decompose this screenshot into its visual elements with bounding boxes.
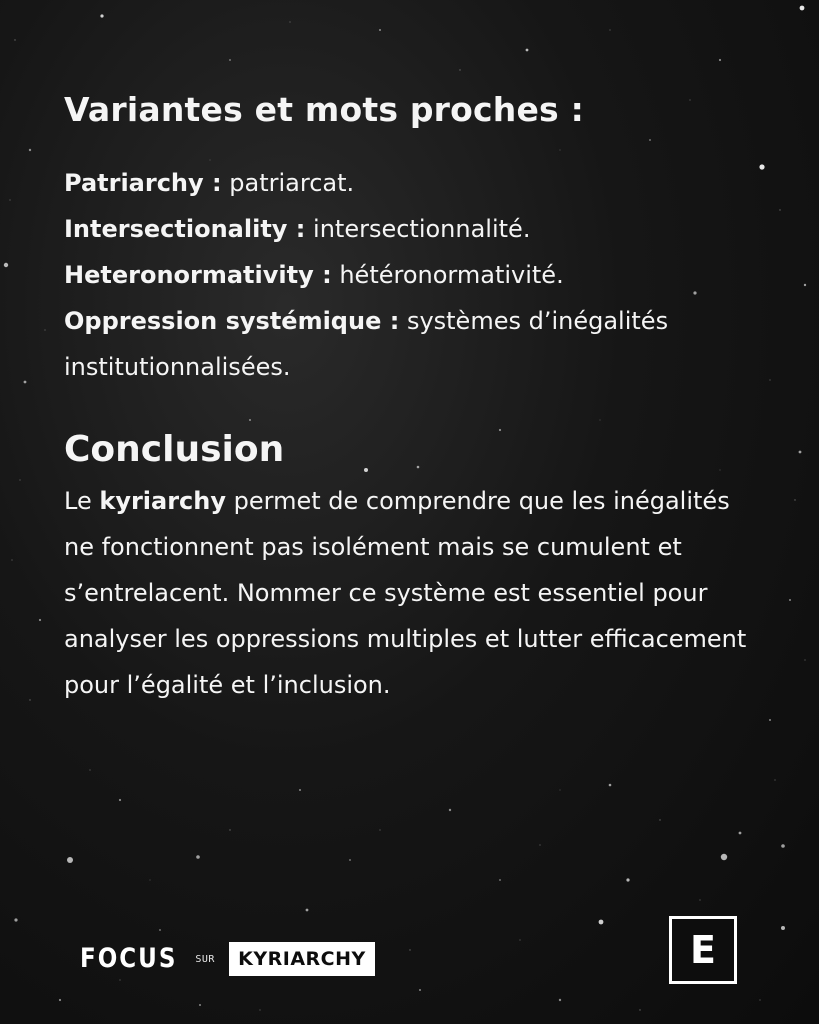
conclusion-text: permet de comprendre que les inégalités ne fonctionnent pas isolément mais se cumulent et s’entrelacent. Nommer ce système est essentiel pour analyser les oppressions multiples et lutter efficacement pour l’égalité et l’inclusion. (64, 487, 747, 699)
variant-definition: hétéronormativité. (339, 261, 564, 289)
conclusion-prefix: Le (64, 487, 92, 515)
variant-term: Heteronormativity : (64, 261, 332, 289)
variants-heading: Variantes et mots proches : (64, 90, 584, 129)
conclusion-heading: Conclusion (64, 429, 285, 470)
variant-item (64, 252, 764, 298)
logo-letter: E (690, 928, 716, 972)
variant-item (64, 298, 764, 390)
variant-item (64, 160, 764, 206)
main-content (64, 86, 764, 708)
variant-term: Oppression systémique : (64, 307, 400, 335)
sur-label: SUR (195, 953, 215, 965)
variant-definition: patriarcat. (229, 169, 355, 197)
conclusion-paragraph (64, 478, 764, 708)
variant-term: Patriarchy : (64, 169, 222, 197)
variants-list (64, 160, 764, 390)
variant-definition: intersectionnalité. (313, 215, 531, 243)
brand-logo (669, 916, 737, 984)
variant-term: Intersectionality : (64, 215, 306, 243)
conclusion-keyword: kyriarchy (99, 487, 227, 515)
focus-label: FOCUS (80, 944, 178, 974)
footer-brand (80, 942, 375, 976)
variant-item (64, 206, 764, 252)
topic-tag: KYRIARCHY (229, 942, 375, 976)
variant-definition: systèmes d’inégalités institutionnalisées. (64, 307, 669, 381)
